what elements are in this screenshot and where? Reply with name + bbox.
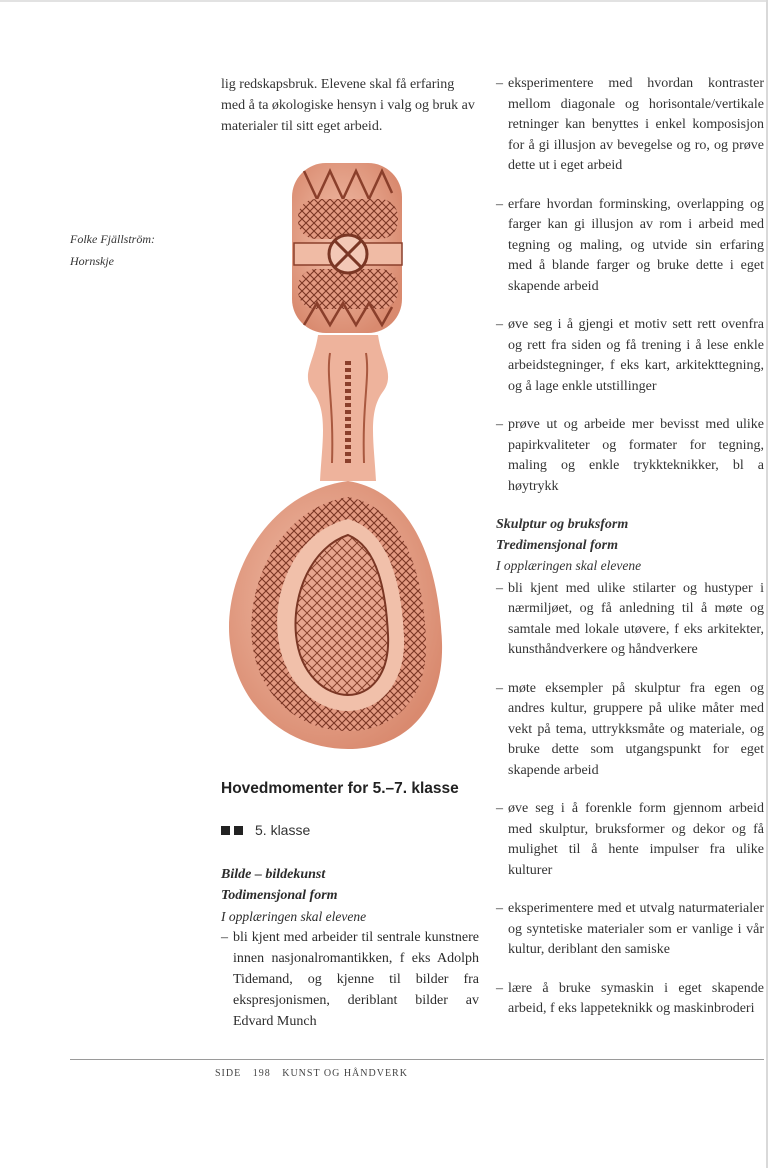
horn-spoon-image: [222, 163, 444, 753]
section-subtitle-todimensjonal: Todimensjonal form: [221, 888, 338, 903]
grade-marker: [221, 822, 479, 838]
footer-side-label: SIDE: [215, 1068, 242, 1079]
instruction-text: I opplæringen skal elevene: [496, 558, 642, 573]
list-item: – øve seg i å forenkle form gjennom arbeid med skulptur, bruksformer og dekor og få mulighet til å hente impulser fra ulike kulturer: [496, 799, 764, 881]
footer-divider: [70, 1059, 764, 1060]
page-footer: [215, 1068, 416, 1079]
list-item: – eksperimentere med hvordan kontraster mellom diagonale og horisontale/vertikale retninger kan benyttes i enkel komposisjon for å gi illusjon av bevegelse og ro, og prøve dette ut i eget arbeid: [496, 74, 764, 177]
left-column-section: [221, 864, 479, 1050]
section-subtitle-tredimensjonal: Tredimensjonal form: [496, 537, 618, 553]
list-item: – bli kjent med ulike stilarter og hustyper i nærmiljøet, og få anledning til å møte og samtale med lokale utøvere, f eks arkitekter, kunsthåndverkere og håndverkere: [496, 579, 764, 661]
square-bullet-icon: [234, 826, 243, 835]
section-title-bilde: Bilde – bildekunst: [221, 867, 326, 882]
image-caption: [70, 228, 190, 272]
list-item: – erfare hvordan forminsking, overlapping og farger kan gi illusjon av rom i arbeid med tegning og maling, og utvide sin erfaring med å blande farger og bruke dette i eget skapende arbeid: [496, 195, 764, 298]
footer-page-number: 198: [252, 1068, 271, 1079]
page-edge-top: [0, 0, 768, 2]
right-column: [496, 74, 764, 1038]
list-item: – øve seg i å gjengi et motiv sett rett ovenfra og rett fra siden og få trening i å lese enkle arbeidstegninger, f eks kart, arkitekttegning, og å lage enkle utstillinger: [496, 315, 764, 397]
horn-spoon-illustration: [222, 163, 444, 753]
intro-paragraph: lig redskapsbruk. Elevene skal få erfaring med å ta økologiske hensyn i valg og bruk av materialer til sitt eget arbeid.: [221, 77, 475, 134]
grade-label: 5. klasse: [255, 822, 311, 838]
square-bullet-icon: [221, 826, 230, 835]
list-item: – lære å bruke symaskin i eget skapende arbeid, f eks lappeteknikk og maskinbroderi: [496, 979, 764, 1020]
list-item: – prøve ut og arbeide mer bevisst med ulike papirkvaliteter og formater for tegning, maling og enkle trykkteknikker, bl a høytrykk: [496, 415, 764, 497]
section-title-skulptur: Skulptur og bruksform: [496, 517, 629, 532]
instruction-text: I opplæringen skal elevene: [221, 909, 367, 924]
section-skulptur: [496, 515, 764, 577]
footer-section: KUNST OG HÅNDVERK: [282, 1068, 408, 1079]
list-item: – møte eksempler på skulptur fra egen og andres kultur, gruppere på ulike måter med vekt på tema, uttrykksmåte og materiale, og bruke dette som utgangspunkt for eget skapende arbeid: [496, 679, 764, 782]
left-column-intro: [221, 74, 479, 137]
list-item: – bli kjent med arbeider til sentrale kunstnere innen nasjonalromantikken, f eks Adolph Tidemand, og kjenne til bilder fra ekspresjonismen, deriblant bilder av Edvard Munch: [221, 927, 479, 1032]
section-heading: Hovedmomenter for 5.–7. klasse: [221, 780, 459, 797]
list-item: – eksperimentere med et utvalg naturmaterialer og syntetiske materialer som er vanlige i vår kultur, deriblant den samiske: [496, 899, 764, 961]
caption-artist: Folke Fjällström:: [70, 232, 155, 246]
caption-title: Hornskje: [70, 254, 114, 268]
